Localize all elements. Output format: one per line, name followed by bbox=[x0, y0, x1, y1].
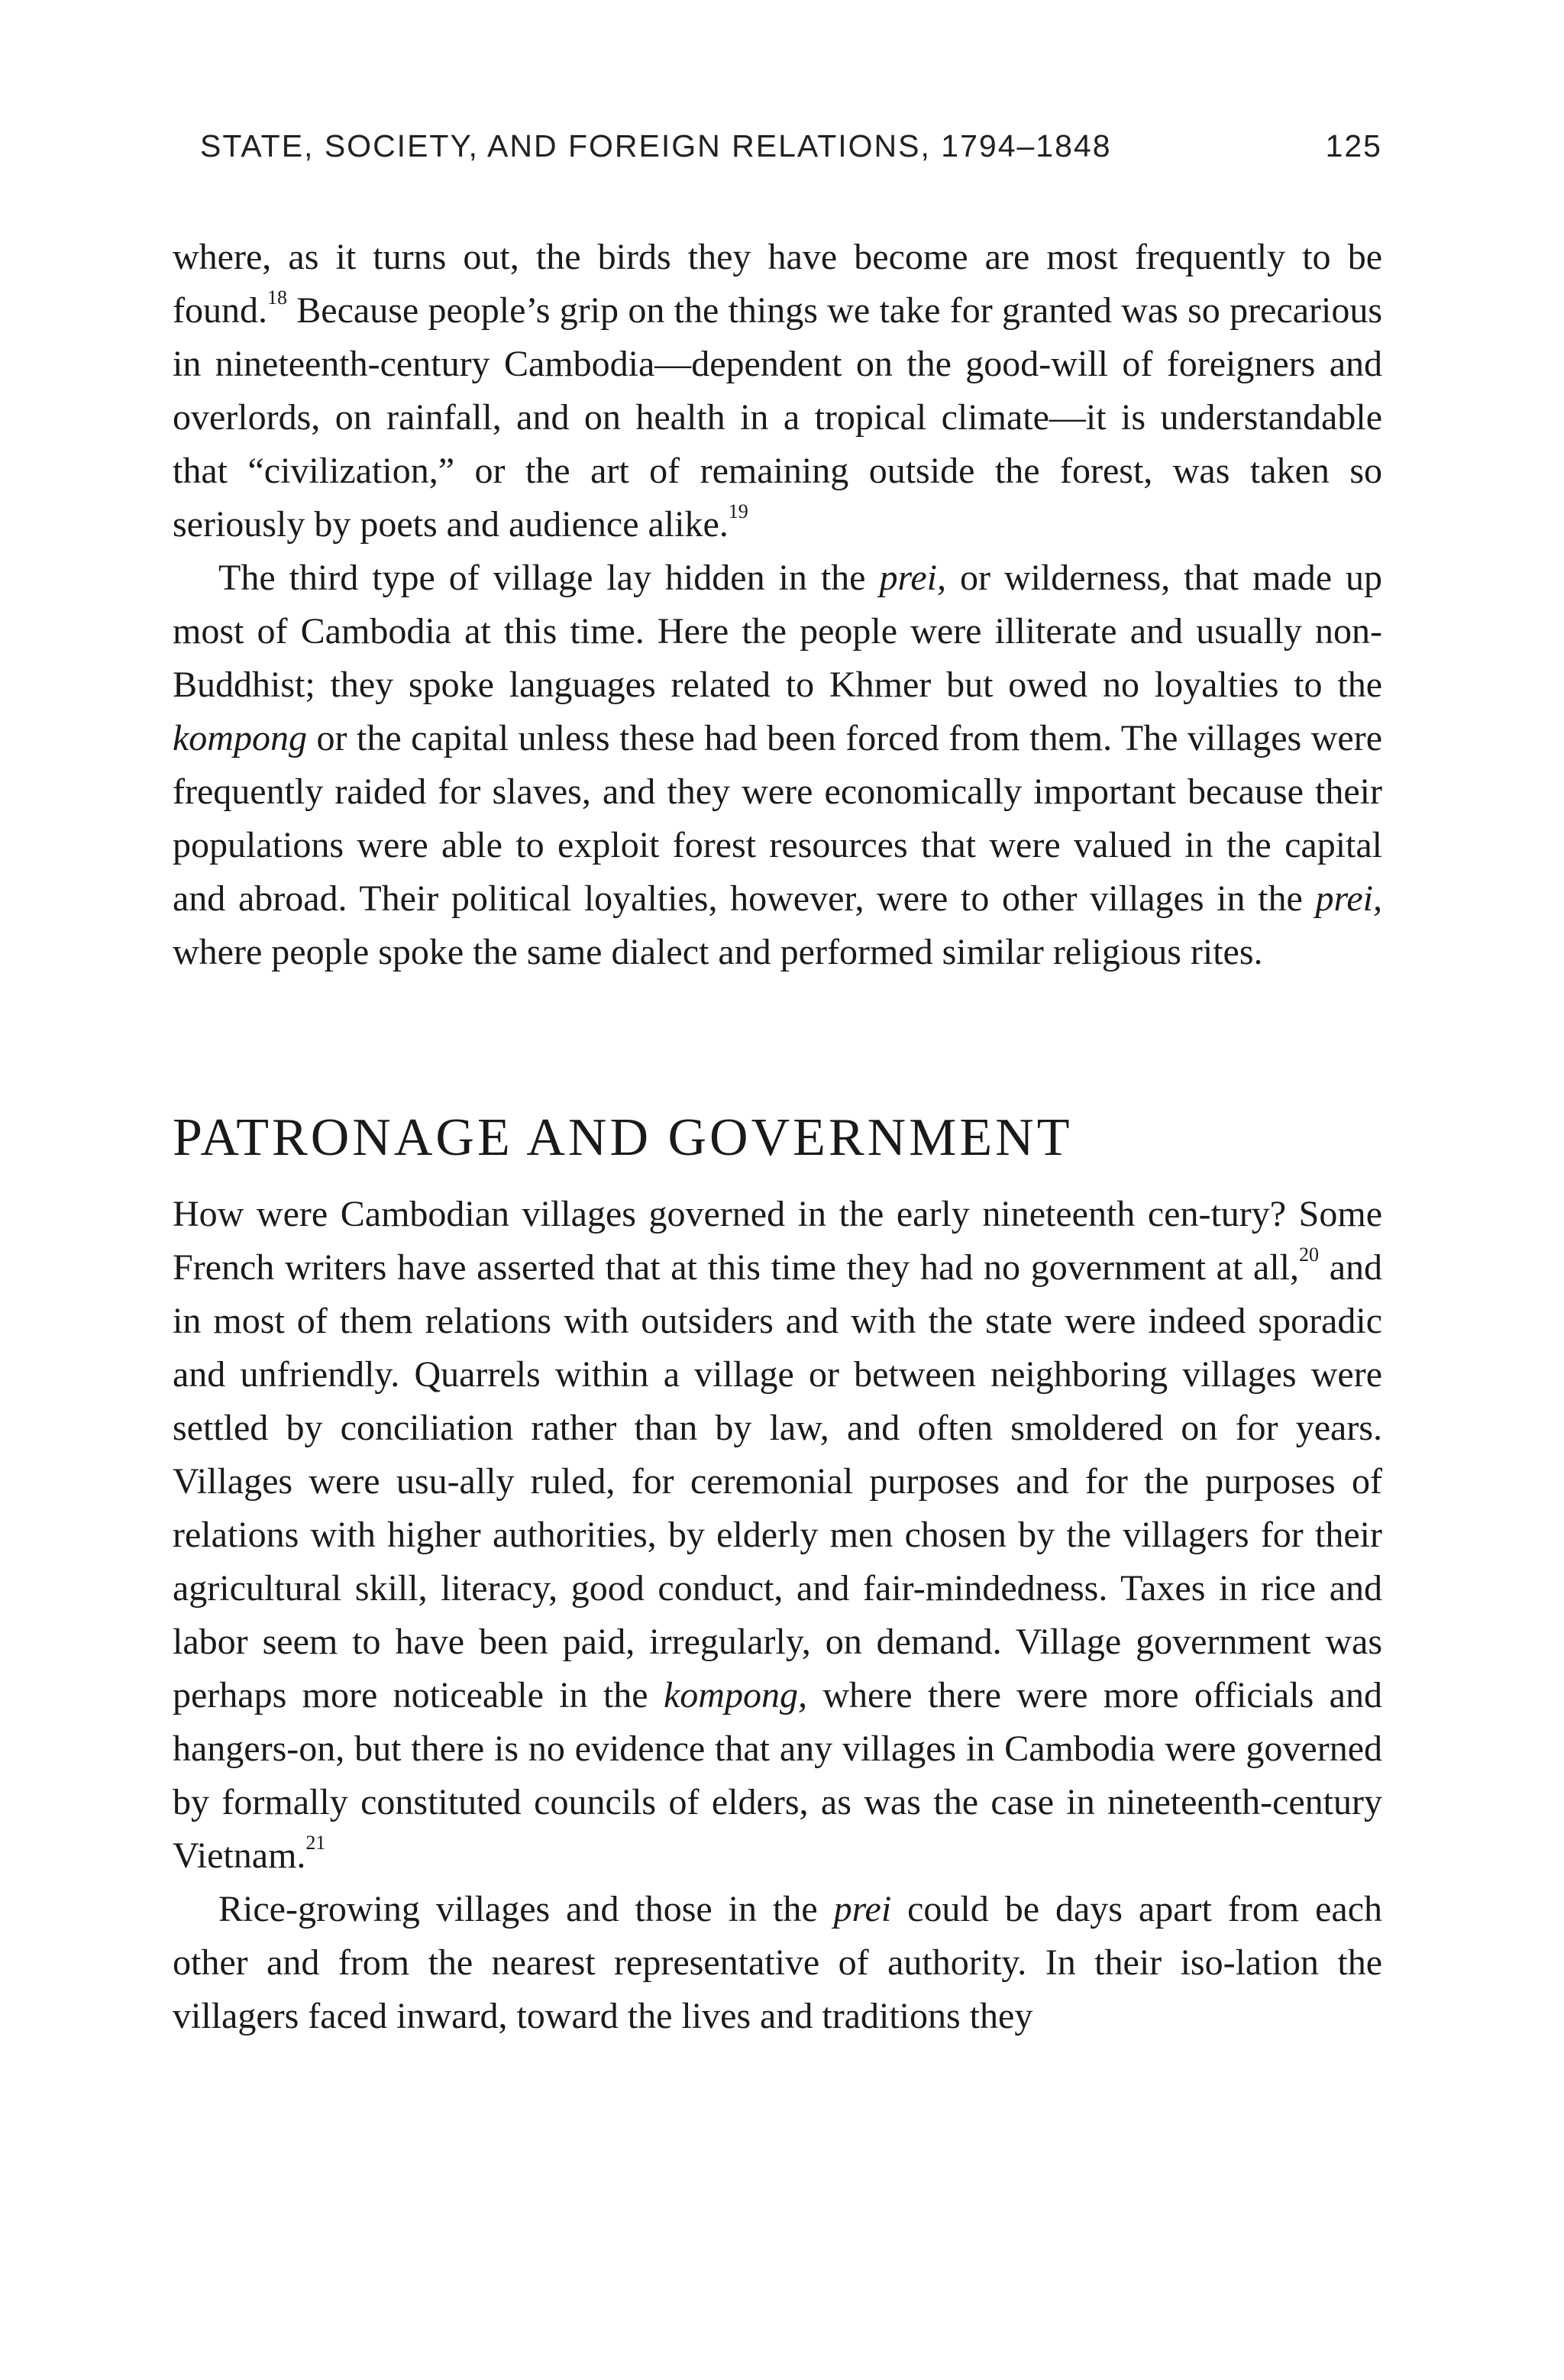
paragraph-2-text-a: The third type of village lay hidden in the bbox=[218, 558, 880, 598]
body-text-upper bbox=[173, 231, 1382, 979]
paragraph-1-text-a: where, as it turns out, the birds they have become are most frequently to be found. bbox=[173, 237, 1382, 331]
section-heading: PATRONAGE AND GOVERNMENT bbox=[173, 1108, 1073, 1167]
paragraph-1 bbox=[173, 231, 1382, 551]
paragraph-2-text-c: or the capital unless these had been forced from them. The villages were frequently raided for slaves, and they were economically important because their populations were able to exploit forest resources that were valued in the capital and abroad. Their political loyalties, however, were to other villages in the bbox=[173, 718, 1382, 919]
paragraph-4 bbox=[173, 1883, 1382, 2043]
italic-term-prei-3: prei bbox=[833, 1889, 892, 1929]
paragraph-4-text-b: could be days apart from each other and from the nearest representative of authority. In their iso-lation the villagers faced inward, toward the lives and traditions they bbox=[173, 1889, 1383, 2036]
footnote-ref-21: 21 bbox=[305, 1832, 326, 1854]
running-head-title: STATE, SOCIETY, AND FOREIGN RELATIONS, 1794–1848 bbox=[200, 128, 1112, 163]
footnote-ref-20: 20 bbox=[1299, 1243, 1319, 1266]
italic-term-kompong: kompong bbox=[173, 718, 307, 758]
paragraph-1-text-b: Because people’s grip on the things we take for granted was so precarious in nineteenth-century Cambodia—dependent on the good-will of foreigners and overlords, on rainfall, and on health in a tropical climate—it is understandable that “civilization,” or the art of remaining outside the forest, was taken so seriously by poets and audience alike. bbox=[173, 290, 1382, 545]
italic-term-prei: prei, bbox=[879, 558, 946, 598]
paragraph-2 bbox=[173, 551, 1382, 979]
paragraph-3 bbox=[173, 1188, 1382, 1883]
paragraph-3-text-c: where there were more officials and hangers-on, but there is no evidence that any villages in Cambodia were governed by formally constituted councils of elders, as was the case in nineteenth-century Vietnam. bbox=[173, 1675, 1382, 1876]
footnote-ref-19: 19 bbox=[728, 500, 748, 522]
paragraph-4-text-a: Rice-growing villages and those in the bbox=[218, 1889, 834, 1929]
page-number: 125 bbox=[1325, 128, 1382, 163]
paragraph-2-text-b: or wilderness, that made up most of Cambodia at this time. Here the people were illiterate and usually non-Buddhist; they spoke languages related to Khmer but owed no loyalties to the bbox=[173, 558, 1383, 705]
footnote-ref-18: 18 bbox=[267, 286, 287, 309]
body-text-lower bbox=[173, 1188, 1382, 2043]
italic-term-kompong-2: kompong, bbox=[663, 1675, 807, 1715]
running-head bbox=[173, 128, 1382, 174]
italic-term-prei-2: prei, bbox=[1315, 878, 1382, 919]
paragraph-3-text-a: How were Cambodian villages governed in the early nineteenth cen-tury? Some French writers have asserted that at this time they had no government at all, bbox=[173, 1194, 1382, 1288]
paragraph-3-text-b: and in most of them relations with outsiders and with the state were indeed sporadic and unfriendly. Quarrels within a village or between neighboring villages were settled by conciliation rather than by law, and often smoldered on for years. Villages were usu-ally ruled, for ceremonial purposes and for the purposes of relations with higher authorities, by elderly men chosen by the villagers for their agricultural skill, literacy, good conduct, and fair-mindedness. Taxes in rice and labor seem to have been paid, irregularly, on demand. Village government was perhaps more noticeable in the bbox=[173, 1247, 1383, 1715]
paragraph-2-text-d: where people spoke the same dialect and performed similar religious rites. bbox=[173, 932, 1263, 972]
